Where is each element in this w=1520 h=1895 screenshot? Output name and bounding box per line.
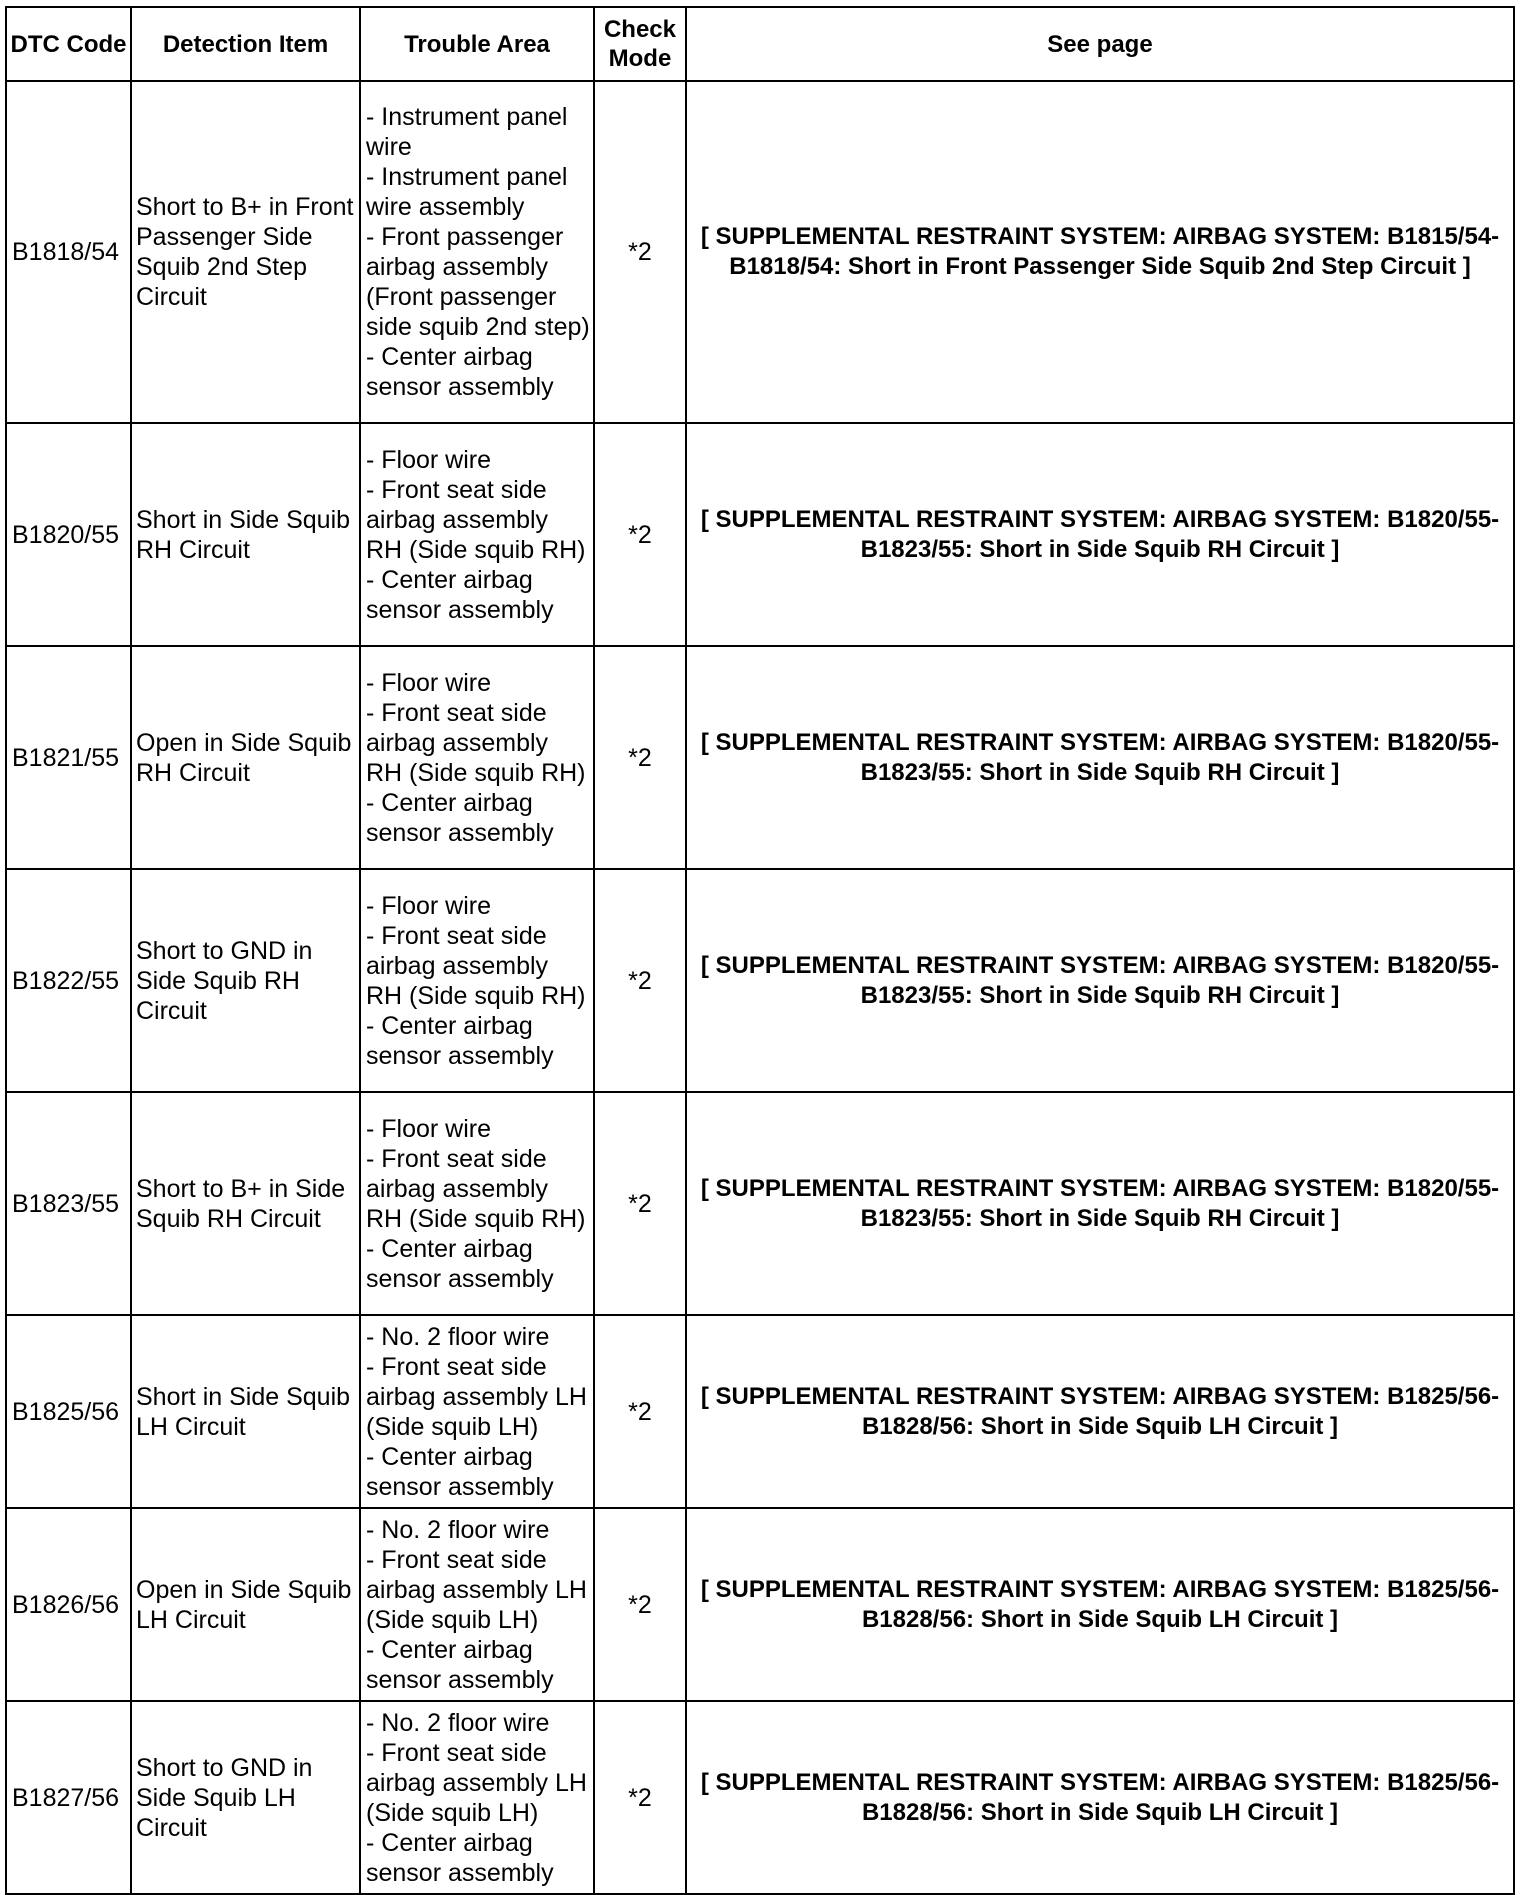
table-row bbox=[6, 1508, 1514, 1701]
detection-item-cell: Open in Side Squib LH Circuit bbox=[131, 1508, 360, 1701]
dtc-code-cell: B1826/56 bbox=[6, 1508, 131, 1701]
dtc-table bbox=[5, 6, 1515, 1895]
check-mode-cell: *2 bbox=[594, 869, 686, 1092]
table-row bbox=[6, 81, 1514, 423]
see-page-link[interactable]: [ SUPPLEMENTAL RESTRAINT SYSTEM: AIRBAG SYSTEM: B1820/55-B1823/55: Short in Side Squib RH Circuit ] bbox=[686, 1092, 1514, 1315]
check-mode-cell: *2 bbox=[594, 1092, 686, 1315]
trouble-area-cell: - Floor wire - Front seat side airbag assembly RH (Side squib RH) - Center airbag sensor assembly bbox=[360, 423, 594, 646]
table-row bbox=[6, 423, 1514, 646]
check-mode-cell: *2 bbox=[594, 1508, 686, 1701]
table-row bbox=[6, 869, 1514, 1092]
detection-item-cell: Short in Side Squib RH Circuit bbox=[131, 423, 360, 646]
check-mode-cell: *2 bbox=[594, 1701, 686, 1894]
dtc-code-cell: B1825/56 bbox=[6, 1315, 131, 1508]
detection-item-cell: Short in Side Squib LH Circuit bbox=[131, 1315, 360, 1508]
detection-item-cell: Short to B+ in Side Squib RH Circuit bbox=[131, 1092, 360, 1315]
header-dtc-code: DTC Code bbox=[6, 7, 131, 81]
dtc-code-cell: B1822/55 bbox=[6, 869, 131, 1092]
see-page-link[interactable]: [ SUPPLEMENTAL RESTRAINT SYSTEM: AIRBAG SYSTEM: B1825/56-B1828/56: Short in Side Squib LH Circuit ] bbox=[686, 1315, 1514, 1508]
see-page-link[interactable]: [ SUPPLEMENTAL RESTRAINT SYSTEM: AIRBAG SYSTEM: B1820/55-B1823/55: Short in Side Squib RH Circuit ] bbox=[686, 646, 1514, 869]
trouble-area-cell: - No. 2 floor wire - Front seat side airbag assembly LH (Side squib LH) - Center airbag sensor assembly bbox=[360, 1315, 594, 1508]
header-check-mode: Check Mode bbox=[594, 7, 686, 81]
detection-item-cell: Short to GND in Side Squib RH Circuit bbox=[131, 869, 360, 1092]
dtc-code-cell: B1818/54 bbox=[6, 81, 131, 423]
dtc-code-cell: B1820/55 bbox=[6, 423, 131, 646]
header-trouble-area: Trouble Area bbox=[360, 7, 594, 81]
trouble-area-cell: - Floor wire - Front seat side airbag assembly RH (Side squib RH) - Center airbag sensor assembly bbox=[360, 1092, 594, 1315]
see-page-link[interactable]: [ SUPPLEMENTAL RESTRAINT SYSTEM: AIRBAG SYSTEM: B1820/55-B1823/55: Short in Side Squib RH Circuit ] bbox=[686, 869, 1514, 1092]
check-mode-cell: *2 bbox=[594, 423, 686, 646]
detection-item-cell: Short to GND in Side Squib LH Circuit bbox=[131, 1701, 360, 1894]
check-mode-cell: *2 bbox=[594, 1315, 686, 1508]
detection-item-cell: Short to B+ in Front Passenger Side Squib 2nd Step Circuit bbox=[131, 81, 360, 423]
check-mode-cell: *2 bbox=[594, 81, 686, 423]
trouble-area-cell: - Floor wire - Front seat side airbag assembly RH (Side squib RH) - Center airbag sensor assembly bbox=[360, 646, 594, 869]
header-detection-item: Detection Item bbox=[131, 7, 360, 81]
see-page-link[interactable]: [ SUPPLEMENTAL RESTRAINT SYSTEM: AIRBAG SYSTEM: B1820/55-B1823/55: Short in Side Squib RH Circuit ] bbox=[686, 423, 1514, 646]
trouble-area-cell: - No. 2 floor wire - Front seat side airbag assembly LH (Side squib LH) - Center airbag sensor assembly bbox=[360, 1701, 594, 1894]
table-row bbox=[6, 1701, 1514, 1894]
header-row bbox=[6, 7, 1514, 81]
dtc-table-container bbox=[5, 6, 1513, 1895]
table-row bbox=[6, 1092, 1514, 1315]
detection-item-cell: Open in Side Squib RH Circuit bbox=[131, 646, 360, 869]
see-page-link[interactable]: [ SUPPLEMENTAL RESTRAINT SYSTEM: AIRBAG SYSTEM: B1825/56-B1828/56: Short in Side Squib LH Circuit ] bbox=[686, 1508, 1514, 1701]
check-mode-cell: *2 bbox=[594, 646, 686, 869]
see-page-link[interactable]: [ SUPPLEMENTAL RESTRAINT SYSTEM: AIRBAG SYSTEM: B1815/54-B1818/54: Short in Front Passenger Side Squib 2nd Step Circuit ] bbox=[686, 81, 1514, 423]
see-page-link[interactable]: [ SUPPLEMENTAL RESTRAINT SYSTEM: AIRBAG SYSTEM: B1825/56-B1828/56: Short in Side Squib LH Circuit ] bbox=[686, 1701, 1514, 1894]
header-see-page: See page bbox=[686, 7, 1514, 81]
dtc-code-cell: B1823/55 bbox=[6, 1092, 131, 1315]
dtc-code-cell: B1827/56 bbox=[6, 1701, 131, 1894]
trouble-area-cell: - Instrument panel wire - Instrument panel wire assembly - Front passenger airbag assembly (Front passenger side squib 2nd step) - Center airbag sensor assembly bbox=[360, 81, 594, 423]
table-row bbox=[6, 646, 1514, 869]
trouble-area-cell: - Floor wire - Front seat side airbag assembly RH (Side squib RH) - Center airbag sensor assembly bbox=[360, 869, 594, 1092]
dtc-code-cell: B1821/55 bbox=[6, 646, 131, 869]
trouble-area-cell: - No. 2 floor wire - Front seat side airbag assembly LH (Side squib LH) - Center airbag sensor assembly bbox=[360, 1508, 594, 1701]
table-row bbox=[6, 1315, 1514, 1508]
